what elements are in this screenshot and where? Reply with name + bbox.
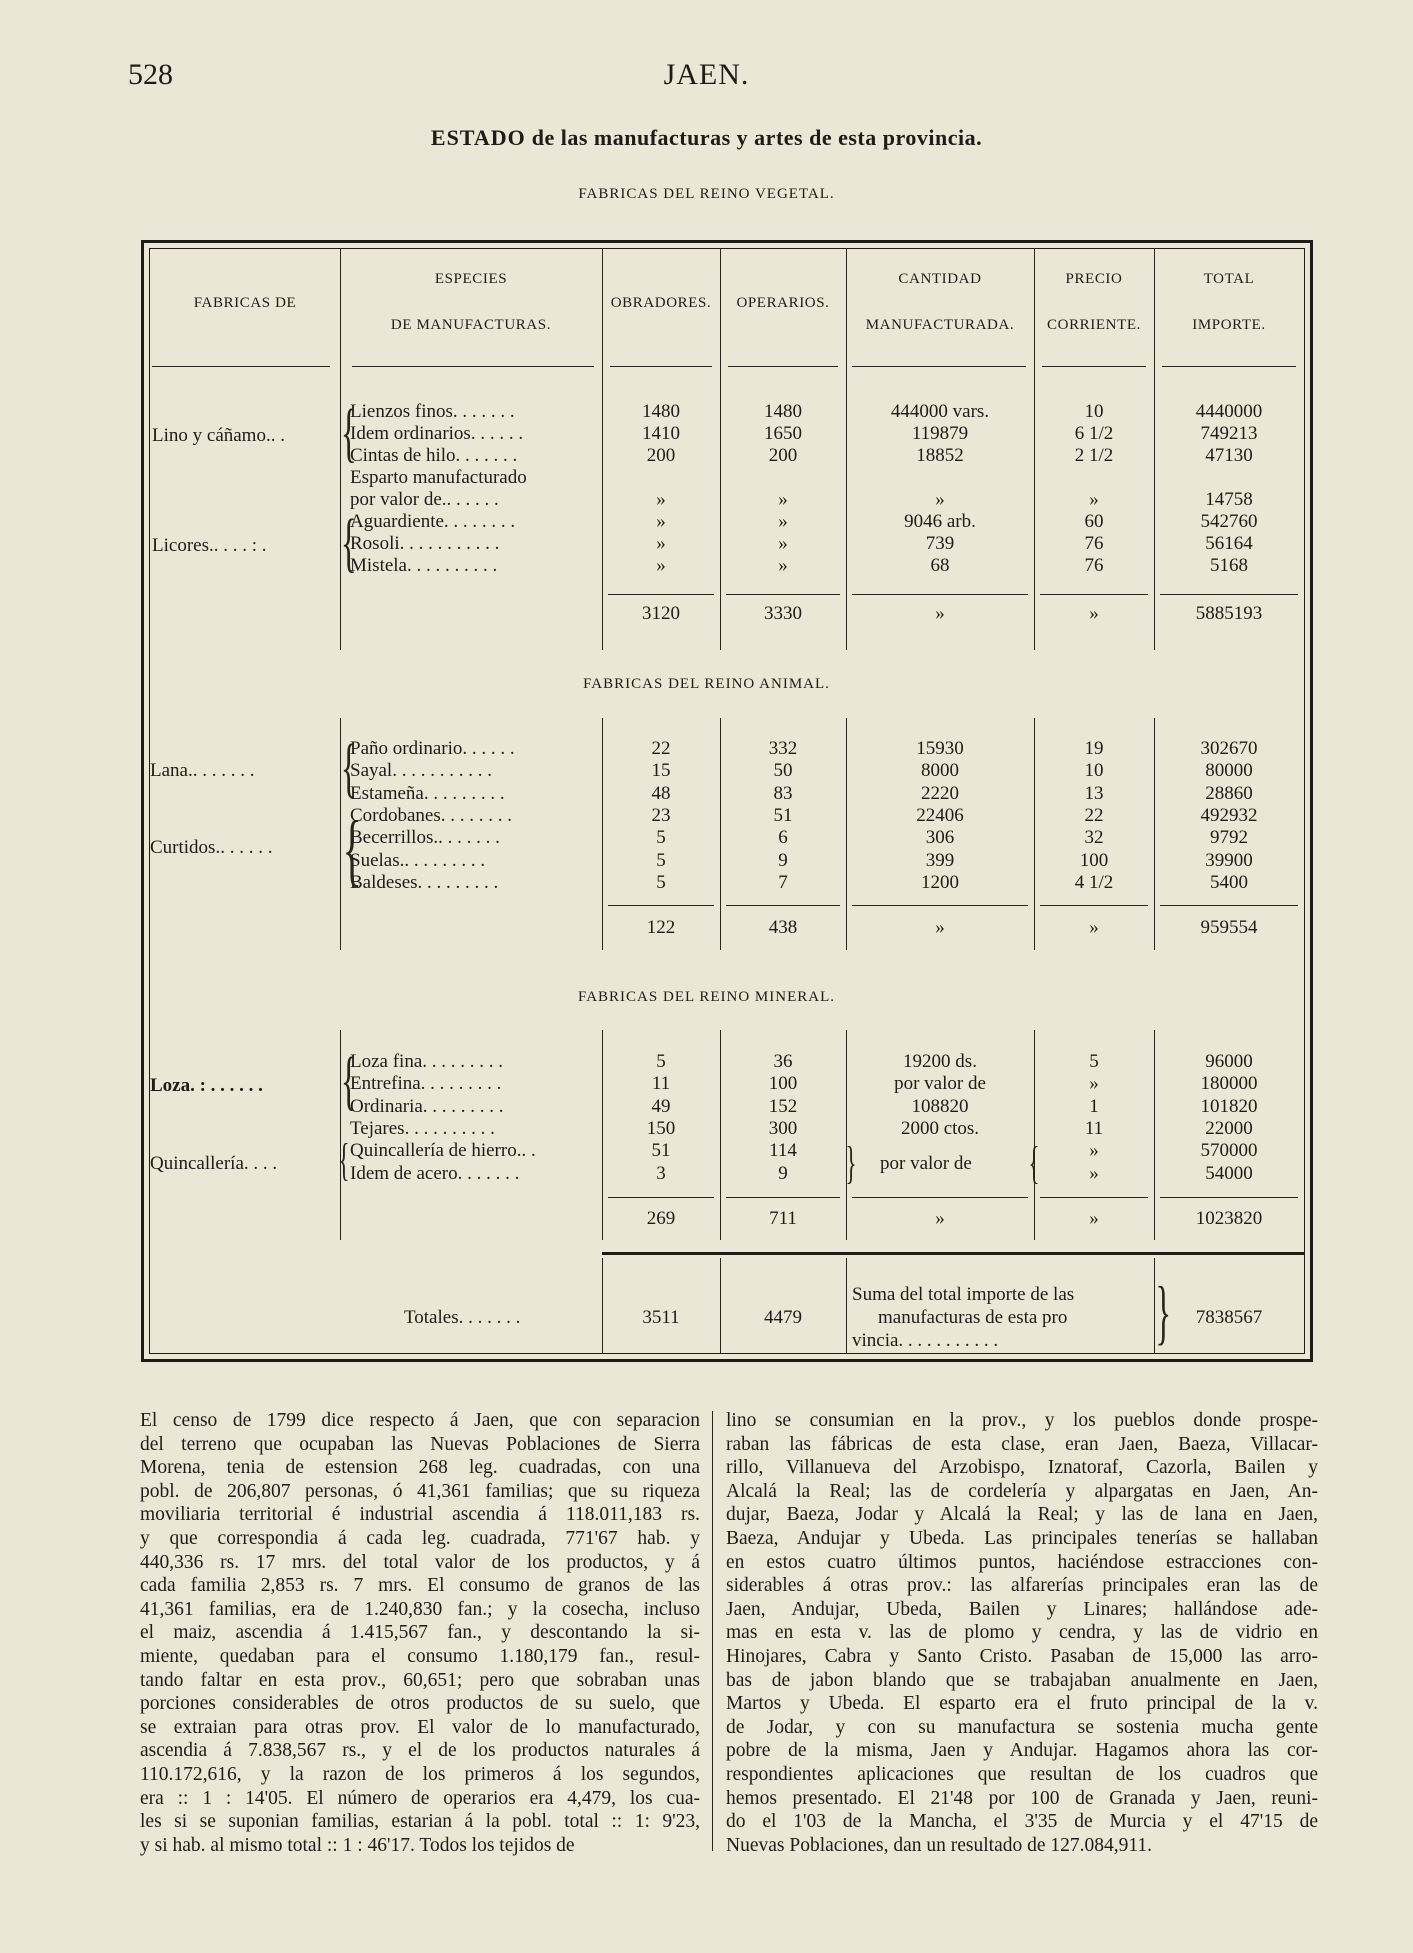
mineral-row-importe: 54000 <box>1205 1162 1253 1184</box>
animal-row-importe: 39900 <box>1205 849 1253 871</box>
animal-row-importe: 9792 <box>1210 827 1248 849</box>
brace-quinc-left: { <box>1028 1137 1040 1188</box>
table-title-rest: de las manufacturas y artes de esta provincia. <box>525 125 983 150</box>
header-rule <box>352 366 594 367</box>
mineral-row-precio: 11 <box>1084 1117 1104 1139</box>
vegetal-row-importe: 542760 <box>1200 511 1258 532</box>
quincalleria-cantidad: por valor de <box>880 1153 972 1174</box>
text-line-left: porciones considerables de otros productos de su suelo, que <box>140 1693 700 1715</box>
totales-suma-3: vincia. . . . . . . . . . . <box>852 1330 999 1351</box>
mineral-row-especie: Ordinaria. . . . . . . . . <box>350 1095 504 1117</box>
animal-row-especie: Estameña. . . . . . . . . <box>350 782 505 804</box>
vegetal-row-operarios: 200 <box>768 445 798 466</box>
text-line-right: do el 1'03 de la Mancha, el 3'35 de Murcia y el 47'15 de <box>726 1811 1318 1833</box>
subtotal-rule <box>1160 1197 1298 1198</box>
vegetal-row-precio: » <box>1089 489 1099 510</box>
vegetal-row-operarios: » <box>778 489 788 510</box>
mineral-row-operarios: 114 <box>769 1140 797 1162</box>
mineral-row-obradores: 5 <box>656 1051 666 1072</box>
animal-row-especie: Baldeses. . . . . . . . . <box>350 871 499 893</box>
header-rule <box>728 366 838 367</box>
text-line-left: y si hab. al mismo total :: 1 : 46'17. Todos los tejidos de <box>140 1834 575 1856</box>
vegetal-subtotal-importe: 5885193 <box>1195 603 1263 624</box>
animal-subtotal-precio: » <box>1089 917 1099 938</box>
group-lino: Lino y cáñamo.. . <box>152 425 285 446</box>
mineral-subtotal-cantidad: » <box>935 1208 945 1229</box>
text-column-left <box>140 1409 700 1857</box>
text-line-left: cada familia 2,853 rs. 7 mrs. El consumo de granos de las <box>140 1575 700 1597</box>
animal-row-especie: Becerrillos.. . . . . . . <box>350 827 500 849</box>
animal-row-cantidad: 8000 <box>921 760 959 782</box>
vegetal-row-especie: Rosoli. . . . . . . . . . . <box>350 533 500 554</box>
vegetal-subtotal-cantidad: » <box>935 603 945 624</box>
text-line-left: el maiz, ascendia á 1.415,567 fan., y descontando la si- <box>140 1622 700 1644</box>
table-title-bold: ESTADO <box>430 125 526 150</box>
animal-row-precio: 32 <box>1084 827 1104 849</box>
mineral-row-precio: 1 <box>1089 1095 1099 1117</box>
text-line-right: de Jodar, y con su manufactura se sostenia mucha gente <box>726 1716 1318 1738</box>
column-rule <box>602 1258 603 1354</box>
vegetal-row-especie: Mistela. . . . . . . . . . <box>350 555 498 576</box>
text-line-left: miente, quedaban para el consumo 1.180,179 fan., resul- <box>140 1645 700 1667</box>
animal-subtotal-importe: 959554 <box>1200 917 1258 938</box>
header-cantidad-1: CANTIDAD <box>898 271 982 287</box>
mineral-row-cantidad: por valor de <box>894 1073 986 1095</box>
vegetal-row-obradores: » <box>656 511 666 532</box>
text-line-left: 110.172,616, y la razon de los primeros á los segundos, <box>140 1763 700 1785</box>
mineral-row-operarios: 100 <box>768 1073 798 1095</box>
animal-row-operarios: 6 <box>778 827 788 849</box>
animal-row-obradores: 23 <box>651 804 671 826</box>
text-line-left: era :: 1 : 14'05. El número de operarios era 4,479, los cua- <box>140 1787 700 1809</box>
text-line-left: 440,336 rs. 17 mrs. del total valor de los productos, y á <box>140 1551 700 1573</box>
header-rule <box>1042 366 1146 367</box>
mineral-row-especie: Quincallería de hierro.. . <box>350 1140 536 1162</box>
animal-row-especie: Paño ordinario. . . . . . <box>350 738 515 759</box>
mineral-row-especie: Loza fina. . . . . . . . . <box>350 1051 504 1072</box>
header-precio-1: PRECIO <box>1065 271 1123 287</box>
group-licores: Licores.. . . . : . <box>152 535 267 556</box>
subtotal-rule <box>852 594 1028 595</box>
subtotal-rule <box>1160 905 1298 906</box>
vegetal-row-operarios: 1480 <box>764 401 802 422</box>
animal-row-operarios: 83 <box>773 782 793 804</box>
subtotal-rule <box>852 1197 1028 1198</box>
text-line-right: dujar, Baeza, Jodar y Alcalá la Real; y las de lana en Jaen, <box>726 1504 1318 1526</box>
mineral-subtotal-precio: » <box>1089 1208 1099 1229</box>
mineral-row-obradores: 11 <box>651 1073 671 1095</box>
mineral-row-precio: 5 <box>1089 1051 1099 1072</box>
vegetal-row-cantidad: 739 <box>925 533 955 554</box>
mineral-row-precio: » <box>1089 1073 1099 1095</box>
vegetal-row-importe: 749213 <box>1200 423 1258 444</box>
group-curtidos: Curtidos.. . . . . . <box>150 837 273 858</box>
text-line-left: tando faltar en esta prov., 60,651; pero que sobraban unas <box>140 1669 700 1691</box>
section-title-animal: FABRICAS DEL REINO ANIMAL. <box>583 676 830 692</box>
vegetal-row-obradores: 1410 <box>642 423 680 444</box>
animal-row-obradores: 22 <box>651 738 671 759</box>
animal-row-precio: 22 <box>1084 804 1104 826</box>
mineral-row-operarios: 152 <box>768 1095 798 1117</box>
header-operarios: OPERARIOS. <box>736 295 830 311</box>
header-especies-2: DE MANUFACTURAS. <box>390 317 552 333</box>
text-line-left: moviliaria territorial é industrial ascendia á 118.011,183 rs. <box>140 1504 700 1526</box>
totals-rule <box>602 1252 1304 1255</box>
group-lana: Lana.. . . . . . . <box>150 760 255 781</box>
animal-row-importe: 28860 <box>1205 782 1253 804</box>
animal-row-cantidad: 306 <box>925 827 955 849</box>
text-line-right: Martos y Ubeda. El esparto era el fruto principal de la v. <box>726 1693 1318 1715</box>
header-rule <box>152 366 330 367</box>
vegetal-subtotal-precio: » <box>1089 603 1099 624</box>
vegetal-row-cantidad: 119879 <box>911 423 969 444</box>
text-line-right: en estos cuatro últimos puntos, haciéndose estracciones con- <box>726 1551 1318 1573</box>
vegetal-row-cantidad: 68 <box>930 555 950 576</box>
header-especies-1: ESPECIES <box>434 271 508 287</box>
vegetal-row-importe: 56164 <box>1205 533 1253 554</box>
animal-row-cantidad: 399 <box>925 849 955 871</box>
vegetal-row-cantidad: 444000 vars. <box>890 401 990 422</box>
mineral-row-importe: 570000 <box>1200 1140 1258 1162</box>
totales-label: Totales. . . . . . . <box>404 1307 521 1328</box>
vegetal-row-especie: Aguardiente. . . . . . . . <box>350 511 516 532</box>
animal-row-obradores: 48 <box>651 782 671 804</box>
text-line-left: Morena, tenia de estension 268 leg. cuadradas, con una <box>140 1457 700 1479</box>
mineral-row-importe: 22000 <box>1205 1117 1253 1139</box>
vegetal-row-operarios: » <box>778 511 788 532</box>
text-line-right: Nuevas Poblaciones, dan un resultado de 127.084,911. <box>726 1834 1153 1856</box>
text-line-right: bas de jabon blando que se trabajaban anualmente en Jaen, <box>726 1669 1318 1691</box>
text-line-right: Baeza, Andujar y Ubeda. Las principales tenerías se hallaban <box>726 1527 1318 1549</box>
text-line-right: Hinojares, Cabra y Santo Cristo. Pasaban de 15,000 las arro- <box>726 1645 1318 1667</box>
header-rule <box>610 366 712 367</box>
mineral-row-importe: 180000 <box>1200 1073 1258 1095</box>
text-line-right: rillo, Villanueva del Arzobispo, Iznatoraf, Cazorla, Bailen y <box>726 1457 1318 1479</box>
text-column-right <box>726 1409 1318 1857</box>
mineral-row-cantidad: 2000 ctos. <box>900 1117 980 1139</box>
animal-row-operarios: 9 <box>778 849 788 871</box>
vegetal-row-cantidad: 9046 arb. <box>904 511 976 532</box>
mineral-row-obradores: 51 <box>651 1140 671 1162</box>
animal-row-cantidad: 22406 <box>916 804 964 826</box>
mineral-row-especie: Idem de acero. . . . . . . <box>350 1162 520 1184</box>
group-loza: Loza. : . . . . . . <box>150 1075 263 1096</box>
vegetal-row-precio: 60 <box>1084 511 1104 532</box>
text-line-left: 41,361 familias, era de 1.240,830 fan.; y la cosecha, incluso <box>140 1598 700 1620</box>
text-line-right: siderables á otras prov.: las alfarerías principales eran las de <box>726 1575 1318 1597</box>
totales-importe: 7838567 <box>1195 1307 1263 1328</box>
section-title-vegetal: FABRICAS DEL REINO VEGETAL. <box>578 186 835 202</box>
vegetal-row-precio: 6 1/2 <box>1074 423 1114 444</box>
vegetal-row-operarios: 1650 <box>764 423 802 444</box>
mineral-row-operarios: 36 <box>773 1051 793 1072</box>
vegetal-row-cantidad: 18852 <box>916 445 964 466</box>
totales-operarios: 4479 <box>764 1307 802 1328</box>
subtotal-rule <box>1040 594 1148 595</box>
brace-loza: { <box>340 1044 357 1117</box>
animal-subtotal-operarios: 438 <box>768 917 798 938</box>
animal-row-precio: 100 <box>1079 849 1109 871</box>
animal-row-precio: 10 <box>1084 760 1104 782</box>
vegetal-row-importe: 5168 <box>1210 555 1248 576</box>
text-line-right: lino se consumian en la prov., y los pueblos donde prospe- <box>726 1410 1318 1431</box>
text-line-right: raban las fábricas de esta clase, eran Jaen, Baeza, Villacar- <box>726 1433 1318 1455</box>
group-quincalleria: Quincallería. . . . <box>150 1153 278 1174</box>
brace-quinc-right: } <box>845 1137 857 1188</box>
text-line-right: respondientes aplicaciones que resultan de los cuadros que <box>726 1763 1318 1785</box>
text-line-left: les si se suponian familias, estarian á la pobl. total :: 1: 9'23, <box>140 1811 700 1833</box>
totales-suma-2: manufacturas de esta pro <box>878 1307 1068 1328</box>
header-cantidad-2: MANUFACTURADA. <box>865 317 1015 333</box>
animal-row-precio: 13 <box>1084 782 1104 804</box>
vegetal-row-especie: por valor de.. . . . . . <box>350 489 499 510</box>
animal-row-operarios: 51 <box>773 804 793 826</box>
mineral-row-especie: Entrefina. . . . . . . . . <box>350 1073 502 1095</box>
running-head: JAEN. <box>663 58 750 91</box>
mineral-row-obradores: 150 <box>646 1117 676 1139</box>
subtotal-rule <box>1040 1197 1148 1198</box>
brace-curtidos: { <box>342 806 362 894</box>
animal-row-obradores: 5 <box>656 871 666 893</box>
animal-row-obradores: 15 <box>651 760 671 782</box>
mineral-row-especie: Tejares. . . . . . . . . . <box>350 1117 495 1139</box>
text-line-left: El censo de 1799 dice respecto á Jaen, que con separacion <box>140 1410 700 1431</box>
header-rule <box>1162 366 1296 367</box>
mineral-row-cantidad: 108820 <box>911 1095 969 1117</box>
vegetal-row-importe: 47130 <box>1205 445 1253 466</box>
column-rule <box>712 1411 713 1851</box>
table-title <box>0 125 1413 151</box>
totales-obradores: 3511 <box>642 1307 680 1328</box>
vegetal-row-especie: Cintas de hilo. . . . . . . <box>350 445 518 466</box>
animal-row-precio: 19 <box>1084 738 1104 759</box>
subtotal-rule <box>726 594 840 595</box>
text-line-right: pobre de la misma, Jaen y Andujar. Hagamos ahora las cor- <box>726 1740 1318 1762</box>
mineral-subtotal-importe: 1023820 <box>1195 1208 1263 1229</box>
brace-licores: { <box>340 506 357 579</box>
brace-lino: { <box>340 396 357 469</box>
vegetal-row-operarios: » <box>778 555 788 576</box>
subtotal-rule <box>726 1197 840 1198</box>
vegetal-row-precio: 76 <box>1084 533 1104 554</box>
text-line-right: Alcalá la Real; las de cordelería y alpargatas en Jaen, An- <box>726 1480 1318 1502</box>
animal-row-cantidad: 2220 <box>921 782 959 804</box>
header-total-2: IMPORTE. <box>1192 317 1266 333</box>
vegetal-row-obradores: » <box>656 555 666 576</box>
subtotal-rule <box>852 905 1028 906</box>
subtotal-rule <box>1160 594 1298 595</box>
text-line-left: del terreno que ocupaban las Nuevas Poblaciones de Sierra <box>140 1433 700 1455</box>
mineral-row-obradores: 3 <box>656 1162 666 1184</box>
animal-row-precio: 4 1/2 <box>1074 871 1114 893</box>
vegetal-row-precio: 2 1/2 <box>1074 445 1114 466</box>
header-precio-2: CORRIENTE. <box>1047 317 1141 333</box>
vegetal-row-cantidad: » <box>935 489 945 510</box>
vegetal-row-importe: 4440000 <box>1195 401 1263 422</box>
header-fabricas: FABRICAS DE <box>193 295 297 311</box>
animal-row-importe: 5400 <box>1210 871 1248 893</box>
page-number: 528 <box>128 58 173 91</box>
column-rule <box>720 1258 721 1354</box>
column-rule <box>846 1258 847 1354</box>
animal-row-operarios: 332 <box>768 738 798 759</box>
vegetal-subtotal-obradores: 3120 <box>642 603 680 624</box>
text-line-left: se extraian para otras prov. El valor de lo manufacturado, <box>140 1716 700 1738</box>
header-rule <box>852 366 1026 367</box>
subtotal-rule <box>608 1197 714 1198</box>
animal-row-operarios: 7 <box>778 871 788 893</box>
vegetal-row-especie: Idem ordinarios. . . . . . <box>350 423 524 444</box>
mineral-row-cantidad: 19200 ds. <box>903 1051 977 1072</box>
animal-row-especie: Cordobanes. . . . . . . . <box>350 804 513 826</box>
mineral-row-operarios: 300 <box>768 1117 798 1139</box>
animal-row-especie: Suelas.. . . . . . . . . <box>350 849 486 871</box>
animal-row-obradores: 5 <box>656 827 666 849</box>
vegetal-row-obradores: » <box>656 489 666 510</box>
brace-lana: { <box>340 731 357 804</box>
animal-subtotal-obradores: 122 <box>646 917 676 938</box>
brace-quincalleria: { <box>338 1134 350 1185</box>
vegetal-row-precio: 10 <box>1084 401 1104 422</box>
text-line-left: y que correspondia á cada leg. cuadrada, 771'67 hab. y <box>140 1527 700 1549</box>
vegetal-row-especie: Esparto manufacturado <box>350 467 527 488</box>
animal-row-operarios: 50 <box>773 760 793 782</box>
subtotal-rule <box>726 905 840 906</box>
animal-row-importe: 302670 <box>1200 738 1258 759</box>
mineral-subtotal-obradores: 269 <box>646 1208 676 1229</box>
vegetal-subtotal-operarios: 3330 <box>764 603 802 624</box>
text-line-right: hemos presentado. El 21'48 por 100 de Granada y Jaen, reuni- <box>726 1787 1318 1809</box>
mineral-row-importe: 101820 <box>1200 1095 1258 1117</box>
vegetal-row-obradores: 200 <box>646 445 676 466</box>
animal-row-obradores: 5 <box>656 849 666 871</box>
mineral-row-importe: 96000 <box>1205 1051 1253 1072</box>
vegetal-row-especie: Lienzos finos. . . . . . . <box>350 401 515 422</box>
subtotal-rule <box>608 594 714 595</box>
header-total-1: TOTAL <box>1203 271 1255 287</box>
header-obradores: OBRADORES. <box>610 295 712 311</box>
mineral-row-obradores: 49 <box>651 1095 671 1117</box>
animal-row-importe: 492932 <box>1200 804 1258 826</box>
mineral-row-operarios: 9 <box>778 1162 788 1184</box>
vegetal-row-importe: 14758 <box>1205 489 1253 510</box>
brace-totales: } <box>1155 1272 1172 1352</box>
mineral-row-precio: » <box>1089 1162 1099 1184</box>
animal-subtotal-cantidad: » <box>935 917 945 938</box>
text-line-right: Jaen, Andujar, Ubeda, Bailen y Linares; hallándose ade- <box>726 1598 1318 1620</box>
vegetal-row-precio: 76 <box>1084 555 1104 576</box>
vegetal-row-obradores: 1480 <box>642 401 680 422</box>
animal-row-cantidad: 1200 <box>921 871 959 893</box>
animal-row-especie: Sayal. . . . . . . . . . . <box>350 760 492 782</box>
animal-row-importe: 80000 <box>1205 760 1253 782</box>
text-line-right: mas en esta v. las de plomo y cendra, y las de vidrio en <box>726 1622 1318 1644</box>
vegetal-row-obradores: » <box>656 533 666 554</box>
subtotal-rule <box>1040 905 1148 906</box>
mineral-row-precio: » <box>1089 1140 1099 1162</box>
section-title-mineral: FABRICAS DEL REINO MINERAL. <box>577 989 835 1005</box>
subtotal-rule <box>608 905 714 906</box>
totales-suma-1: Suma del total importe de las <box>852 1284 1075 1305</box>
animal-row-cantidad: 15930 <box>916 738 964 759</box>
mineral-subtotal-operarios: 711 <box>769 1208 797 1229</box>
text-line-left: pobl. de 206,807 personas, ó 41,361 familias; que su riqueza <box>140 1480 700 1502</box>
text-line-left: ascendia á 7.838,567 rs., y el de los productos naturales á <box>140 1740 700 1762</box>
vegetal-row-operarios: » <box>778 533 788 554</box>
